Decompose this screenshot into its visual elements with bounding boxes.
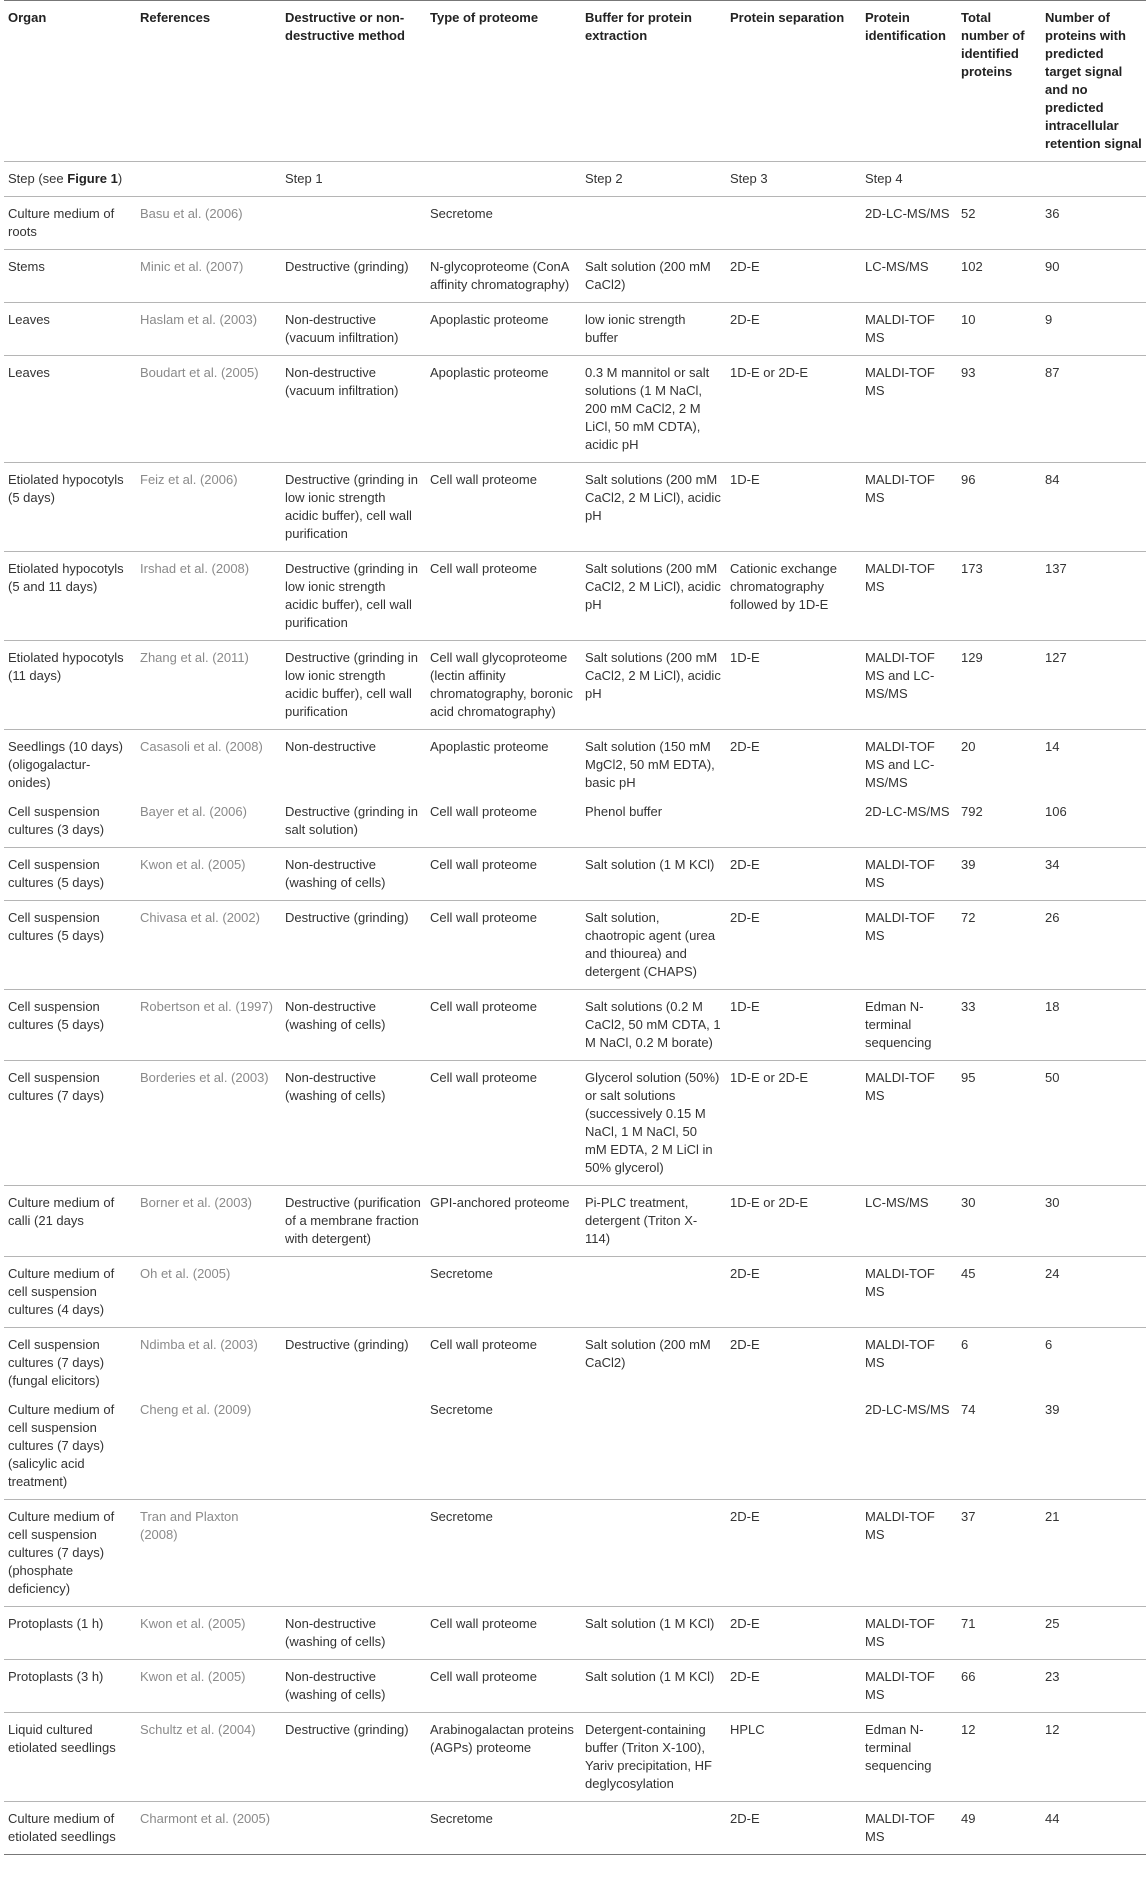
cell-separation: 2D-E	[730, 259, 760, 274]
cell-proteome-type: Cell wall proteome	[430, 910, 537, 925]
cell-method	[281, 1257, 426, 1328]
table-row	[4, 197, 1146, 250]
step-1: Step 1	[285, 171, 323, 186]
cell-buffer: Salt solutions (200 mM CaCl2, 2 M LiCl), acidic pH	[585, 472, 721, 523]
cell-proteome-type: Cell wall proteome	[430, 804, 537, 819]
cell-organ: Seedlings (10 days) (oligogalactur-onides)	[8, 739, 123, 790]
cell-organ: Cell suspension cultures (7 days) (fungal elicitors)	[8, 1337, 105, 1388]
cell-separation	[726, 800, 861, 848]
cell-separation: 1D-E or 2D-E	[730, 1195, 809, 1210]
cell-organ: Culture medium of cell suspension cultures (4 days)	[8, 1266, 115, 1317]
cell-proteome-type: Apoplastic proteome	[430, 312, 549, 327]
cell-proteome-type: Cell wall proteome	[430, 1669, 537, 1684]
steps-empty	[957, 162, 1041, 197]
cell-method: Non-destructive	[285, 739, 377, 754]
cell-organ: Stems	[8, 259, 45, 274]
cell-predicted: 34	[1045, 857, 1060, 872]
cell-buffer: Pi-PLC treatment, detergent (Triton X-114)	[585, 1195, 698, 1246]
cell-proteome-type: Apoplastic proteome	[430, 739, 549, 754]
cell-separation: 1D-E	[730, 650, 760, 665]
steps-label-text: Step (see	[8, 171, 68, 186]
cell-total: 129	[961, 650, 983, 665]
cell-identification: 2D-LC-MS/MS	[865, 804, 950, 819]
cell-buffer: low ionic strength buffer	[585, 312, 686, 345]
cell-total: 93	[961, 365, 976, 380]
table-row	[4, 1186, 1146, 1257]
cell-organ: Liquid cultured etiolated seedlings	[8, 1722, 116, 1755]
cell-identification: MALDI-TOF MS	[865, 365, 935, 398]
cell-total: 37	[961, 1509, 976, 1524]
cell-identification: MALDI-TOF MS	[865, 1811, 935, 1844]
cell-proteome-type: Cell wall proteome	[430, 999, 537, 1014]
table-row	[4, 1713, 1146, 1802]
cell-buffer: 0.3 M mannitol or salt solutions (1 M NaCl, 200 mM CaCl2, 2 M LiCl, 50 mM CDTA), acidic pH	[585, 365, 710, 452]
cell-identification: MALDI-TOF MS	[865, 1070, 935, 1103]
table-row	[4, 730, 1146, 801]
cell-method: Non-destructive (washing of cells)	[285, 999, 386, 1032]
cell-buffer: Salt solution (150 mM MgCl2, 50 mM EDTA), basic pH	[585, 739, 715, 790]
cell-reference[interactable]: Boudart et al. (2005)	[140, 365, 259, 380]
figure-link[interactable]: Figure 1	[67, 171, 118, 186]
cell-predicted: 25	[1045, 1616, 1060, 1631]
cell-predicted: 12	[1045, 1722, 1060, 1737]
steps-empty	[1041, 162, 1146, 197]
cell-total: 49	[961, 1811, 976, 1826]
cell-separation	[726, 197, 861, 250]
cell-buffer	[581, 1500, 726, 1607]
cell-method: Destructive (grinding)	[285, 1722, 409, 1737]
cell-buffer: Salt solution (1 M KCl)	[585, 857, 715, 872]
cell-reference[interactable]: Zhang et al. (2011)	[140, 650, 249, 665]
cell-method: Non-destructive (vacuum infiltration)	[285, 365, 399, 398]
cell-buffer: Salt solutions (0.2 M CaCl2, 50 mM CDTA, 1 M NaCl, 0.2 M borate)	[585, 999, 721, 1050]
cell-predicted: 9	[1045, 312, 1053, 327]
cell-reference[interactable]: Tran and Plaxton (2008)	[140, 1509, 239, 1542]
cell-buffer	[581, 1257, 726, 1328]
header-proteome-type: Type of proteome	[430, 10, 539, 25]
cell-buffer: Salt solutions (200 mM CaCl2, 2 M LiCl), acidic pH	[585, 650, 721, 701]
cell-total: 10	[961, 312, 976, 327]
cell-method: Destructive (purification of a membrane fraction with detergent)	[285, 1195, 421, 1246]
cell-proteome-type: Cell wall proteome	[430, 472, 537, 487]
cell-proteome-type: Cell wall proteome	[430, 1337, 537, 1352]
table-row	[4, 1802, 1146, 1855]
cell-organ: Cell suspension cultures (5 days)	[8, 910, 105, 943]
cell-reference[interactable]: Basu et al. (2006)	[140, 206, 243, 221]
cell-identification: MALDI-TOF MS	[865, 910, 935, 943]
table-row	[4, 800, 1146, 848]
cell-total: 792	[961, 804, 983, 819]
cell-total: 20	[961, 739, 976, 754]
steps-label	[4, 162, 136, 197]
cell-proteome-type: Secretome	[430, 1402, 493, 1417]
cell-organ: Protoplasts (3 h)	[8, 1669, 104, 1684]
table-row	[4, 1257, 1146, 1328]
cell-identification: 2D-LC-MS/MS	[865, 206, 950, 221]
cell-organ: Protoplasts (1 h)	[8, 1616, 104, 1631]
cell-predicted: 90	[1045, 259, 1060, 274]
cell-proteome-type: N-glycoproteome (ConA affinity chromatography)	[430, 259, 570, 292]
cell-identification: MALDI-TOF MS	[865, 857, 935, 890]
steps-row	[4, 162, 1146, 197]
cell-predicted: 6	[1045, 1337, 1053, 1352]
cell-separation: 1D-E or 2D-E	[730, 1070, 809, 1085]
cell-reference[interactable]: Oh et al. (2005)	[140, 1266, 231, 1281]
cell-method: Destructive (grinding)	[285, 910, 409, 925]
cell-reference[interactable]: Haslam et al. (2003)	[140, 312, 258, 327]
cell-reference[interactable]: Charmont et al. (2005)	[140, 1811, 271, 1826]
cell-buffer: Salt solution (1 M KCl)	[585, 1669, 715, 1684]
cell-predicted: 23	[1045, 1669, 1060, 1684]
header-predicted: Number of proteins with predicted target signal and no predicted intracellular retention signal	[1045, 10, 1142, 151]
cell-method: Non-destructive (washing of cells)	[285, 1669, 386, 1702]
cell-buffer: Salt solution (200 mM CaCl2)	[585, 1337, 711, 1370]
cell-identification: LC-MS/MS	[865, 1195, 929, 1210]
cell-organ: Cell suspension cultures (5 days)	[8, 999, 105, 1032]
cell-proteome-type: Secretome	[430, 1811, 493, 1826]
cell-predicted: 39	[1045, 1402, 1060, 1417]
cell-total: 6	[961, 1337, 969, 1352]
cell-proteome-type: Cell wall proteome	[430, 1616, 537, 1631]
cell-predicted: 18	[1045, 999, 1060, 1014]
cell-buffer: Salt solution (1 M KCl)	[585, 1616, 715, 1631]
cell-total: 12	[961, 1722, 976, 1737]
cell-identification: MALDI-TOF MS	[865, 1616, 935, 1649]
cell-method: Destructive (grinding in low ionic strength acidic buffer), cell wall purification	[285, 561, 418, 630]
cell-buffer: Salt solutions (200 mM CaCl2, 2 M LiCl), acidic pH	[585, 561, 721, 612]
cell-total: 52	[961, 206, 976, 221]
header-total: Total number of identified proteins	[961, 10, 1025, 79]
cell-buffer: Salt solution (200 mM CaCl2)	[585, 259, 711, 292]
cell-identification: MALDI-TOF MS and LC-MS/MS	[865, 739, 935, 790]
cell-method	[281, 1802, 426, 1855]
cell-separation: HPLC	[730, 1722, 765, 1737]
cell-buffer	[581, 197, 726, 250]
steps-empty	[426, 162, 581, 197]
cell-reference[interactable]: Bayer et al. (2006)	[140, 804, 247, 819]
header-buffer: Buffer for protein extraction	[585, 10, 692, 43]
cell-proteome-type: Secretome	[430, 206, 493, 221]
cell-total: 71	[961, 1616, 976, 1631]
cell-organ: Etiolated hypocotyls (11 days)	[8, 650, 124, 683]
cell-reference[interactable]: Minic et al. (2007)	[140, 259, 244, 274]
cell-reference[interactable]: Kwon et al. (2005)	[140, 1616, 246, 1631]
cell-buffer	[581, 1398, 726, 1500]
table-row	[4, 250, 1146, 303]
cell-proteome-type: GPI-anchored proteome	[430, 1195, 570, 1210]
table-row	[4, 901, 1146, 990]
header-separation: Protein separation	[730, 10, 845, 25]
cell-reference[interactable]: Cheng et al. (2009)	[140, 1402, 252, 1417]
cell-identification: MALDI-TOF MS	[865, 561, 935, 594]
step-4: Step 4	[865, 171, 903, 186]
cell-separation: 2D-E	[730, 857, 760, 872]
cell-buffer: Phenol buffer	[585, 804, 663, 819]
cell-method: Destructive (grinding)	[285, 1337, 409, 1352]
cell-proteome-type: Cell wall proteome	[430, 561, 537, 576]
cell-reference[interactable]: Chivasa et al. (2002)	[140, 910, 260, 925]
cell-predicted: 50	[1045, 1070, 1060, 1085]
cell-method: Destructive (grinding in low ionic strength acidic buffer), cell wall purification	[285, 650, 418, 719]
cell-organ: Leaves	[8, 312, 50, 327]
cell-proteome-type: Cell wall proteome	[430, 857, 537, 872]
cell-total: 39	[961, 857, 976, 872]
cell-reference[interactable]: Feiz et al. (2006)	[140, 472, 238, 487]
cell-reference[interactable]: Kwon et al. (2005)	[140, 1669, 246, 1684]
cell-total: 33	[961, 999, 976, 1014]
steps-label-close: )	[117, 171, 123, 186]
cell-total: 173	[961, 561, 983, 576]
cell-method: Destructive (grinding)	[285, 259, 409, 274]
cell-organ: Culture medium of cell suspension cultures (7 days) (salicylic acid treatment)	[8, 1402, 115, 1489]
cell-reference[interactable]: Kwon et al. (2005)	[140, 857, 246, 872]
cell-organ: Cell suspension cultures (7 days)	[8, 1070, 105, 1103]
cell-total: 66	[961, 1669, 976, 1684]
cell-method: Non-destructive (vacuum infiltration)	[285, 312, 399, 345]
cell-organ: Etiolated hypocotyls (5 and 11 days)	[8, 561, 124, 594]
cell-method: Non-destructive (washing of cells)	[285, 1616, 386, 1649]
cell-predicted: 106	[1045, 804, 1067, 819]
cell-identification: MALDI-TOF MS and LC-MS/MS	[865, 650, 935, 701]
cell-identification: MALDI-TOF MS	[865, 1509, 935, 1542]
header-organ: Organ	[8, 10, 47, 25]
cell-method: Destructive (grinding in salt solution)	[285, 804, 418, 837]
cell-method: Non-destructive (washing of cells)	[285, 857, 386, 890]
cell-organ: Culture medium of roots	[8, 206, 115, 239]
cell-separation: 2D-E	[730, 1811, 760, 1826]
cell-organ: Culture medium of calli (21 days	[8, 1195, 115, 1228]
cell-predicted: 36	[1045, 206, 1060, 221]
cell-reference[interactable]: Schultz et al. (2004)	[140, 1722, 256, 1737]
cell-separation: 1D-E or 2D-E	[730, 365, 809, 380]
cell-separation: 2D-E	[730, 739, 760, 754]
cell-buffer: Detergent-containing buffer (Triton X-100), Yariv precipitation, HF deglycosylation	[585, 1722, 712, 1791]
cell-separation: 2D-E	[730, 1266, 760, 1281]
cell-predicted: 24	[1045, 1266, 1060, 1281]
cell-reference[interactable]: Borner et al. (2003)	[140, 1195, 253, 1210]
cell-predicted: 14	[1045, 739, 1060, 754]
cell-predicted: 21	[1045, 1509, 1060, 1524]
cell-identification: LC-MS/MS	[865, 259, 929, 274]
cell-identification: 2D-LC-MS/MS	[865, 1402, 950, 1417]
cell-identification: MALDI-TOF MS	[865, 312, 935, 345]
cell-separation: 2D-E	[730, 910, 760, 925]
cell-identification: MALDI-TOF MS	[865, 472, 935, 505]
cell-identification: MALDI-TOF MS	[865, 1669, 935, 1702]
cell-predicted: 84	[1045, 472, 1060, 487]
cell-separation: 2D-E	[730, 1509, 760, 1524]
cell-buffer	[581, 1802, 726, 1855]
table-row	[4, 356, 1146, 463]
cell-separation: 2D-E	[730, 1616, 760, 1631]
table-row	[4, 1398, 1146, 1500]
cell-organ: Leaves	[8, 365, 50, 380]
cell-organ: Cell suspension cultures (3 days)	[8, 804, 105, 837]
cell-total: 74	[961, 1402, 976, 1417]
cell-method	[281, 197, 426, 250]
cell-separation: 1D-E	[730, 472, 760, 487]
cell-organ: Etiolated hypocotyls (5 days)	[8, 472, 124, 505]
cell-predicted: 44	[1045, 1811, 1060, 1826]
cell-separation	[726, 1398, 861, 1500]
cell-separation: 2D-E	[730, 1337, 760, 1352]
table-row	[4, 1328, 1146, 1399]
cell-proteome-type: Cell wall glycoproteome (lectin affinity chromatography, boronic acid chromatography)	[430, 650, 573, 719]
cell-separation: 1D-E	[730, 999, 760, 1014]
cell-buffer: Salt solution, chaotropic agent (urea and thiourea) and detergent (CHAPS)	[585, 910, 716, 979]
cell-predicted: 127	[1045, 650, 1067, 665]
cell-predicted: 26	[1045, 910, 1060, 925]
cell-buffer: Glycerol solution (50%) or salt solutions (successively 0.15 M NaCl, 1 M NaCl, 50 mM EDTA, 2 M LiCl in 50% glycerol)	[585, 1070, 720, 1175]
cell-proteome-type: Secretome	[430, 1509, 493, 1524]
step-2: Step 2	[585, 171, 623, 186]
table-row	[4, 463, 1146, 552]
proteome-table	[4, 0, 1146, 1855]
table-row	[4, 848, 1146, 901]
cell-separation: Cationic exchange chromatography followed by 1D-E	[730, 561, 837, 612]
cell-proteome-type: Apoplastic proteome	[430, 365, 549, 380]
table-row	[4, 1061, 1146, 1186]
cell-total: 45	[961, 1266, 976, 1281]
cell-proteome-type: Cell wall proteome	[430, 1070, 537, 1085]
table-row	[4, 552, 1146, 641]
cell-reference[interactable]: Irshad et al. (2008)	[140, 561, 250, 576]
header-row	[4, 1, 1146, 162]
cell-proteome-type: Arabinogalactan proteins (AGPs) proteome	[430, 1722, 574, 1755]
cell-separation: 2D-E	[730, 312, 760, 327]
header-references: References	[140, 10, 211, 25]
cell-reference[interactable]: Borderies et al. (2003)	[140, 1070, 269, 1085]
step-3: Step 3	[730, 171, 768, 186]
table-row	[4, 990, 1146, 1061]
cell-method	[281, 1398, 426, 1500]
header-identification: Protein identification	[865, 10, 946, 43]
cell-identification: Edman N-terminal sequencing	[865, 999, 932, 1050]
cell-method	[281, 1500, 426, 1607]
cell-reference[interactable]: Ndimba et al. (2003)	[140, 1337, 258, 1352]
cell-total: 95	[961, 1070, 976, 1085]
table-row	[4, 1500, 1146, 1607]
table-row	[4, 1607, 1146, 1660]
cell-proteome-type: Secretome	[430, 1266, 493, 1281]
cell-method: Non-destructive (washing of cells)	[285, 1070, 386, 1103]
cell-identification: MALDI-TOF MS	[865, 1266, 935, 1299]
cell-identification: Edman N-terminal sequencing	[865, 1722, 932, 1773]
table-row	[4, 303, 1146, 356]
cell-separation: 2D-E	[730, 1669, 760, 1684]
cell-predicted: 30	[1045, 1195, 1060, 1210]
table-row	[4, 641, 1146, 730]
table-row	[4, 1660, 1146, 1713]
cell-identification: MALDI-TOF MS	[865, 1337, 935, 1370]
cell-total: 30	[961, 1195, 976, 1210]
cell-predicted: 137	[1045, 561, 1067, 576]
cell-organ: Culture medium of etiolated seedlings	[8, 1811, 116, 1844]
table-body	[4, 162, 1146, 1855]
cell-method: Destructive (grinding in low ionic strength acidic buffer), cell wall purification	[285, 472, 418, 541]
steps-empty	[136, 162, 281, 197]
cell-total: 72	[961, 910, 976, 925]
cell-predicted: 87	[1045, 365, 1060, 380]
cell-organ: Culture medium of cell suspension cultures (7 days) (phosphate deficiency)	[8, 1509, 115, 1596]
cell-reference[interactable]: Robertson et al. (1997)	[140, 999, 273, 1014]
cell-reference[interactable]: Casasoli et al. (2008)	[140, 739, 263, 754]
cell-total: 102	[961, 259, 983, 274]
cell-total: 96	[961, 472, 976, 487]
header-method: Destructive or non-destructive method	[285, 10, 405, 43]
cell-organ: Cell suspension cultures (5 days)	[8, 857, 105, 890]
